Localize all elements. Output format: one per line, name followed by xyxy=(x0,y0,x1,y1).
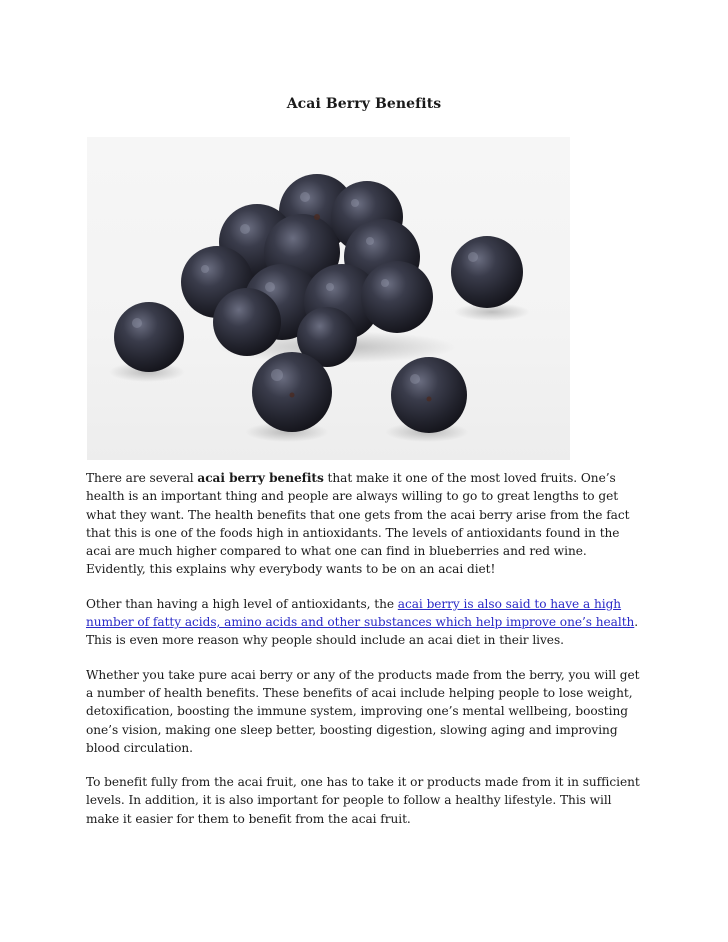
acai-berry-link[interactable]: acai berry is also said to have a high number of fatty acids, amino acids and other substances which help improve one’s health xyxy=(86,596,635,630)
paragraph-health-benefits: Whether you take pure acai berry or any of the products made from the berry, you will get a number of health benefits. These benefits of acai include helping people to lose weight, detoxification, boosting the immune system, improving one’s mental wellbeing, boosting one’s vision, making one sleep better, boosting digestion, slowing aging and improving blood circulation. xyxy=(86,667,640,755)
acai-berries-illustration xyxy=(87,137,570,460)
acai-berries-photo xyxy=(87,137,570,460)
paragraph-intro-start: There are several xyxy=(86,471,198,485)
page-title: Acai Berry Benefits xyxy=(286,96,442,112)
paragraph-antioxidants-start: Other than having a high level of antioxidants, the xyxy=(86,596,398,611)
paragraph-antioxidants xyxy=(86,595,646,650)
bold-keyword: acai berry benefits xyxy=(197,471,324,485)
paragraph-antioxidants-rest: . This is even more reason why people should include an acai diet in their lives. xyxy=(86,615,639,648)
paragraph-intro-rest: that make it one of the most loved fruits. One’s health is an important thing and people are always willing to go to great lengths to get what they want. The health benefits that one gets from the acai berry arise from the fact that this is one of the foods high in antioxidants. The levels of antioxidants found in the acai are much higher compared to what one can find in blueberries and red wine. Evidently, this explains why everybody wants to be on an acai diet! xyxy=(86,471,630,577)
paragraph-conclusion: To benefit fully from the acai fruit, one has to take it or products made from it in sufficient levels. In addition, it is also important for people to follow a healthy lifestyle. This will make it easier for them to benefit from the acai fruit. xyxy=(86,775,640,826)
article-body xyxy=(86,469,646,844)
paragraph-intro xyxy=(86,469,646,579)
